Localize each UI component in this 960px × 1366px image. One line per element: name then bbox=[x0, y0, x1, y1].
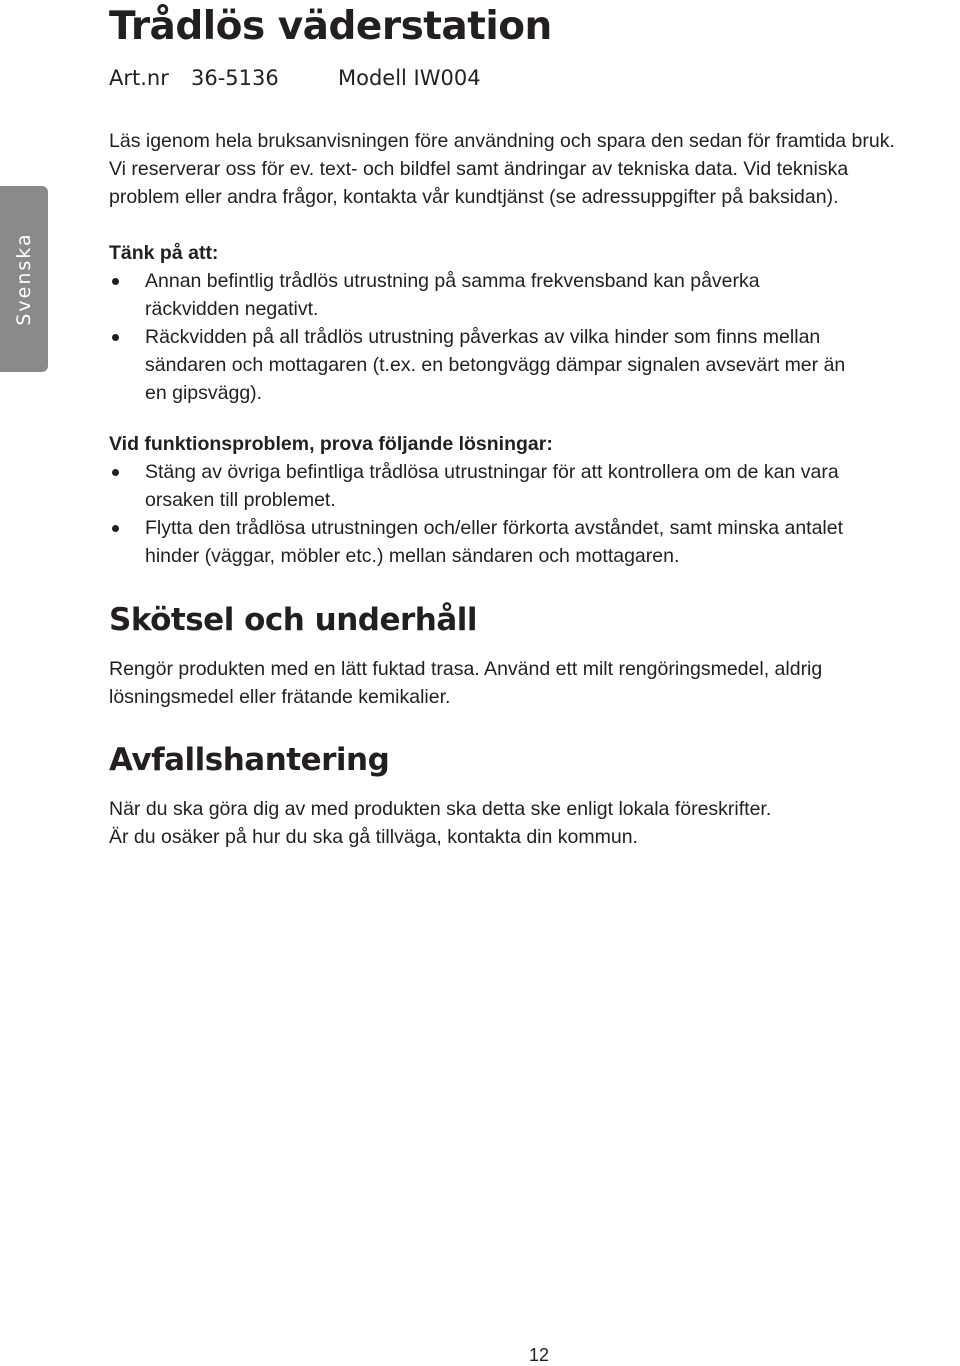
language-tab bbox=[0, 186, 48, 372]
article-number-value: 36-5136 bbox=[191, 66, 279, 90]
intro-paragraph bbox=[109, 127, 939, 211]
troubleshooting-section bbox=[109, 430, 939, 570]
think-about-section bbox=[109, 239, 939, 407]
care-title: Skötsel och underhåll bbox=[109, 602, 478, 638]
disposal-title: Avfallshantering bbox=[109, 742, 390, 778]
bullet-icon bbox=[112, 334, 119, 341]
disposal-paragraph bbox=[109, 795, 939, 851]
list-item-line: sändaren och mottagaren (t.ex. en betongvägg dämpar signalen avsevärt mer än bbox=[145, 354, 846, 376]
list-item-line: Annan befintlig trådlös utrustning på samma frekvensband kan påverka bbox=[145, 270, 760, 292]
list-item-line: Räckvidden på all trådlös utrustning påverkas av vilka hinder som finns mellan bbox=[145, 326, 821, 348]
think-about-list bbox=[109, 267, 939, 407]
care-paragraph bbox=[109, 655, 939, 711]
product-meta bbox=[109, 66, 481, 90]
bullet-icon bbox=[112, 278, 119, 285]
article-number-label: Art.nr bbox=[109, 66, 169, 90]
list-item bbox=[109, 514, 939, 570]
bullet-icon bbox=[112, 469, 119, 476]
list-item bbox=[109, 323, 939, 407]
intro-line: problem eller andra frågor, kontakta vår kundtjänst (se adressuppgifter på baksidan). bbox=[109, 186, 839, 208]
bullet-icon bbox=[112, 525, 119, 532]
care-line: Rengör produkten med en lätt fuktad trasa. Använd ett milt rengöringsmedel, aldrig bbox=[109, 658, 823, 680]
disposal-line: När du ska göra dig av med produkten ska detta ske enligt lokala föreskrifter. bbox=[109, 798, 772, 820]
list-item-line: en gipsvägg). bbox=[145, 382, 263, 404]
list-item-line: orsaken till problemet. bbox=[145, 489, 336, 511]
page-title: Trådlös väderstation bbox=[109, 4, 552, 49]
list-item bbox=[109, 458, 939, 514]
intro-line: Läs igenom hela bruksanvisningen före användning och spara den sedan för framtida bruk. bbox=[109, 130, 895, 152]
disposal-line: Är du osäker på hur du ska gå tillväga, kontakta din kommun. bbox=[109, 826, 638, 848]
list-item-line: Stäng av övriga befintliga trådlösa utrustningar för att kontrollera om de kan vara bbox=[145, 461, 839, 483]
intro-line: Vi reserverar oss för ev. text- och bildfel samt ändringar av tekniska data. Vid tekniska bbox=[109, 158, 849, 180]
troubleshooting-list bbox=[109, 458, 939, 570]
troubleshooting-heading: Vid funktionsproblem, prova följande lösningar: bbox=[109, 433, 553, 455]
list-item-line: Flytta den trådlösa utrustningen och/eller förkorta avståndet, samt minska antalet bbox=[145, 517, 844, 539]
list-item-line: räckvidden negativt. bbox=[145, 298, 319, 320]
language-tab-label: Svenska bbox=[13, 232, 35, 326]
care-line: lösningsmedel eller frätande kemikalier. bbox=[109, 686, 451, 708]
think-about-heading: Tänk på att: bbox=[109, 242, 219, 264]
model-label: Modell IW004 bbox=[338, 66, 481, 90]
list-item-line: hinder (väggar, möbler etc.) mellan sändaren och mottagaren. bbox=[145, 545, 680, 567]
page-number: 12 bbox=[529, 1345, 550, 1365]
list-item bbox=[109, 267, 939, 323]
